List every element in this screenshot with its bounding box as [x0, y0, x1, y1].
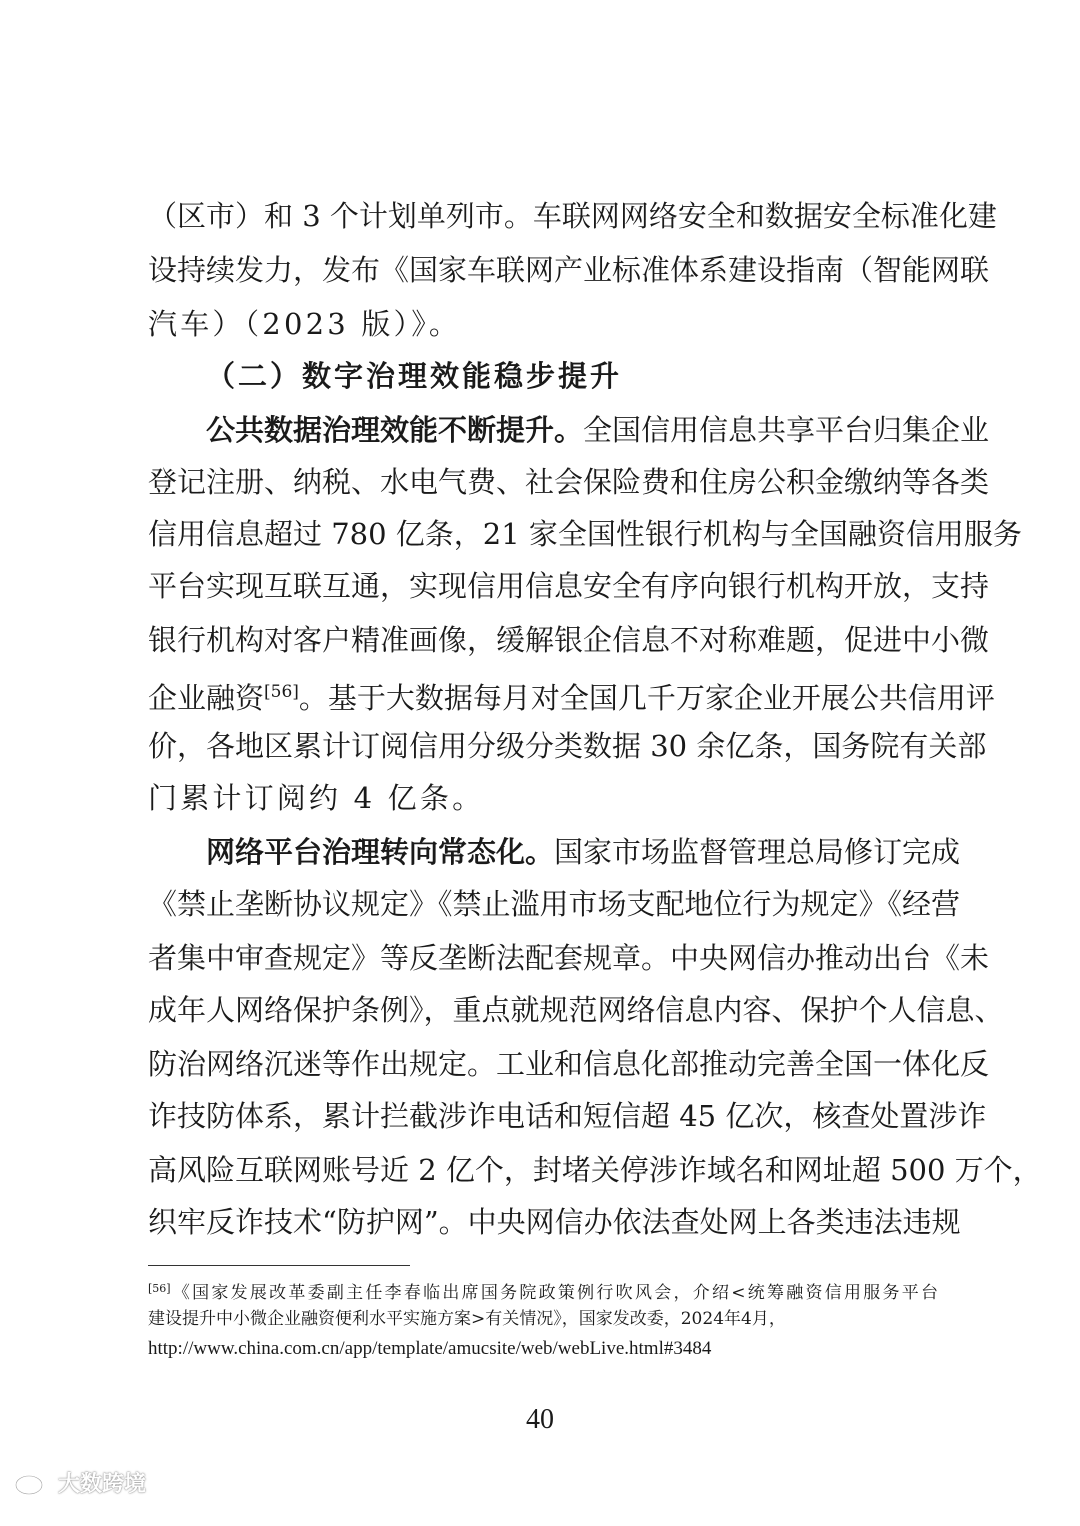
body-line: 《禁止垄断协议规定》《禁止滥用市场支配地位行为规定》《经营 [148, 887, 961, 921]
body-line: 信用信息超过 780 亿条，21 家全国性银行机构与全国融资信用服务 [148, 517, 1022, 551]
footnote-url[interactable]: http://www.china.com.cn/app/template/amucsite/web/webLive.html#3484 [148, 1338, 712, 1359]
body-line: 者集中审查规定》等反垄断法配套规章。中央网信办推动出台《未 [148, 941, 990, 975]
body-line-with-ref [148, 672, 995, 718]
footnote-divider [148, 1265, 410, 1266]
body-line: 平台实现互联互通，实现信用信息安全有序向银行机构开放，支持 [148, 569, 990, 603]
footnote-line [148, 1276, 938, 1306]
body-line: （区市）和 3 个计划单列市。车联网网络安全和数据安全标准化建 [148, 199, 997, 233]
body-line: 防治网络沉迷等作出规定。工业和信息化部推动完善全国一体化反 [148, 1047, 990, 1081]
footnote-text: 《国家发展改革委副主任李春临出席国务院政策例行吹风会，介绍<统筹融资信用服务平台 [170, 1283, 938, 1303]
watermark-text: 大数跨境 [58, 1471, 147, 1497]
body-line: 价，各地区累计订阅信用分级分类数据 30 余亿条，国务院有关部 [148, 729, 987, 763]
paragraph-1-text: 全国信用信息共享平台归集企业 [583, 413, 990, 447]
body-line: 汽车）（2023 版）》。 [148, 307, 462, 341]
footnote-reference: [56] [264, 682, 299, 702]
paragraph-2-text: 国家市场监督管理总局修订完成 [554, 835, 961, 869]
paragraph-1-lead: 公共数据治理效能不断提升。 [206, 413, 584, 447]
body-line: 诈技防体系，累计拦截涉诈电话和短信超 45 亿次，核查处置涉诈 [148, 1099, 987, 1133]
body-line: 银行机构对客户精准画像，缓解银企信息不对称难题，促进中小微 [148, 623, 990, 657]
body-line: 织牢反诈技术“防护网”。中央网信办依法查处网上各类违法违规 [148, 1205, 961, 1239]
paragraph-1-line-1 [206, 410, 990, 450]
body-text: 企业融资 [148, 681, 265, 715]
weibo-logo-icon [14, 1467, 54, 1497]
body-line: 设持续发力，发布《国家车联网产业标准体系建设指南（智能网联 [148, 253, 990, 287]
paragraph-2-line-1 [206, 832, 961, 872]
section-heading: （二）数字治理效能稳步提升 [206, 359, 623, 393]
watermark [14, 1462, 146, 1502]
body-text: 。基于大数据每月对全国几千万家企业开展公共信用评 [298, 681, 995, 715]
paragraph-2-lead: 网络平台治理转向常态化。 [206, 835, 555, 869]
body-line: 高风险互联网账号近 2 亿个，封堵关停涉诈域名和网址超 500 万个， [148, 1153, 1042, 1187]
body-line: 门累计订阅约 4 亿条。 [148, 781, 485, 815]
footnote-marker: [56] [148, 1282, 171, 1295]
page-number: 40 [526, 1404, 554, 1435]
body-line: 登记注册、纳税、水电气费、社会保险费和住房公积金缴纳等各类 [148, 465, 990, 499]
footnote-line: 建设提升中小微企业融资便利水平实施方案>有关情况》，国家发改委，2024年4月， [148, 1309, 786, 1329]
body-line: 成年人网络保护条例》，重点就规范网络信息内容、保护个人信息、 [148, 993, 1004, 1027]
